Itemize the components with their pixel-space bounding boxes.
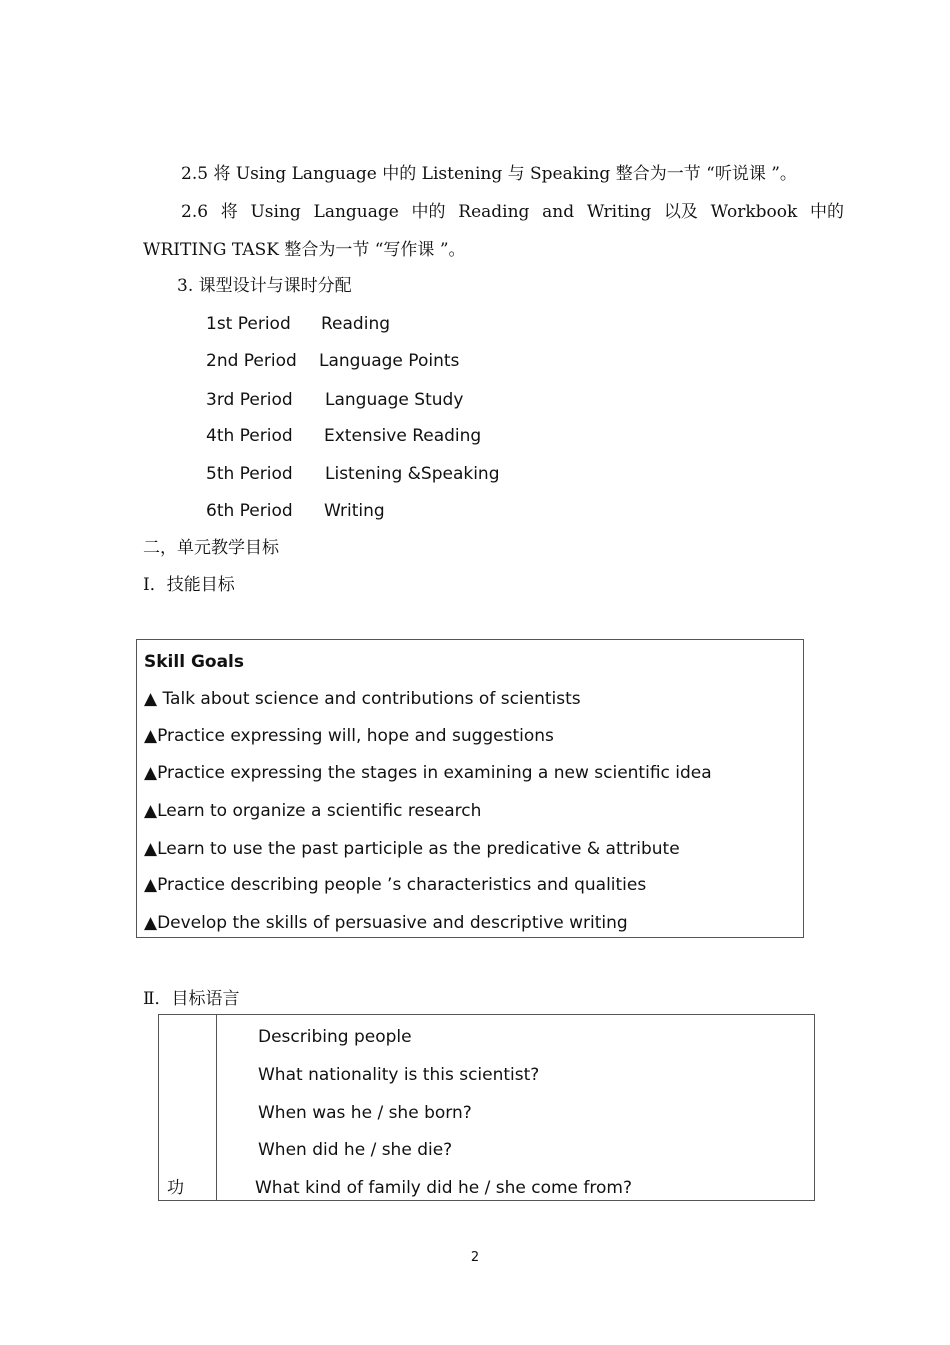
skill-goal-item: ▲Practice describing people ’s characteristics and qualities [144,875,647,895]
table-row: When did he / she die? [258,1140,453,1160]
period-topic: Writing [324,501,385,521]
p26-word: 将 [220,202,238,222]
p26-word: Using [250,202,301,222]
p26-word: 中的 [810,202,844,222]
period-topic: Language Study [325,390,464,410]
skill-goals-heading: Ⅰ．技能目标 [143,575,235,595]
target-language-table [158,1014,815,1201]
period-name: 5th Period [206,464,293,484]
period-topic: Reading [321,314,391,334]
page-number: 2 [470,1250,480,1265]
period-topic: Listening &Speaking [325,464,500,484]
period-name: 6th Period [206,501,293,521]
skill-goal-item: ▲Learn to use the past participle as the predicative & attribute [144,839,680,859]
skill-goal-item: ▲Practice expressing will, hope and suggestions [144,726,554,746]
p26-word: Language [313,202,399,222]
p26-word: 以及 [663,202,698,222]
table-row: What nationality is this scientist? [258,1065,540,1085]
skill-goals-title: Skill Goals [144,652,244,672]
paragraph-2-5: 2.5 将 Using Language 中的 Listening 与 Speaking 整合为一节 “听说课 ”。 [181,164,797,184]
p26-word: Writing [586,202,652,222]
paragraph-2-6 [181,201,844,223]
period-topic: Language Points [319,351,460,371]
paragraph-2-6-continued: WRITING TASK 整合为一节 “写作课 ”。 [143,240,466,260]
p26-word: 中的 [411,202,446,222]
teaching-goals-heading: 二，单元教学目标 [143,538,279,558]
table-row: What kind of family did he / she come from? [255,1178,632,1198]
table-divider [216,1015,217,1200]
skill-goal-item: ▲ Talk about science and contributions of scientists [144,689,581,709]
period-name: 4th Period [206,426,293,446]
section-3-heading: 3. 课型设计与课时分配 [177,276,352,296]
p26-word: and [542,202,575,222]
skill-goal-item: ▲Practice expressing the stages in examining a new scientific idea [144,763,712,783]
period-name: 2nd Period [206,351,297,371]
table-row: Describing people [258,1027,412,1047]
target-language-heading: Ⅱ．目标语言 [143,989,240,1009]
skill-goals-box [136,639,804,938]
table-side-label: 功 [167,1178,184,1198]
p26-word: 2.6 [181,202,209,222]
table-row: When was he / she born? [258,1103,472,1123]
period-name: 1st Period [206,314,291,334]
skill-goal-item: ▲Develop the skills of persuasive and descriptive writing [144,913,628,933]
period-topic: Extensive Reading [324,426,482,446]
period-name: 3rd Period [206,390,293,410]
p26-word: Workbook [710,202,798,222]
p26-word: Reading [458,202,530,222]
skill-goal-item: ▲Learn to organize a scientific research [144,801,482,821]
